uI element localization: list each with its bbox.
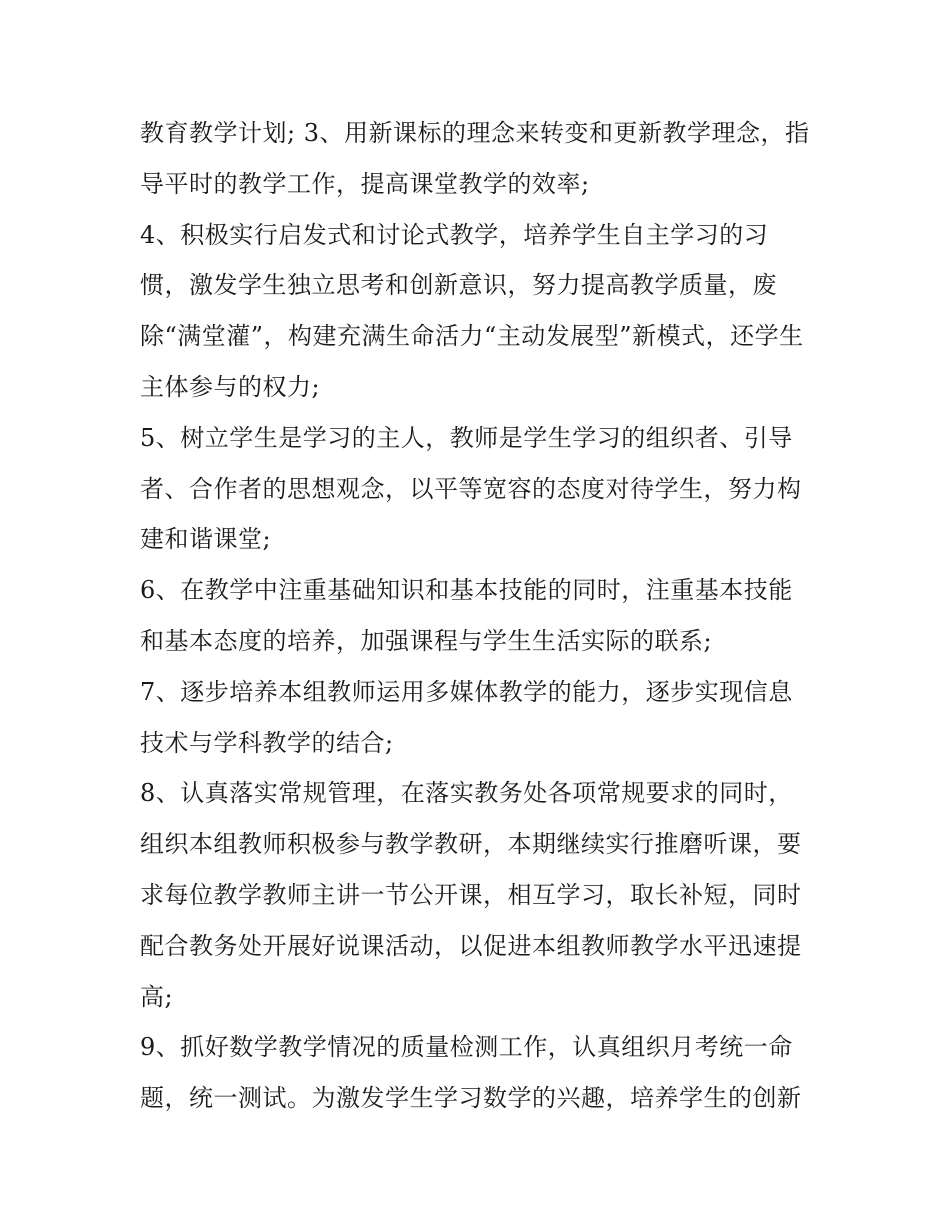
- text-line: 除“满堂灌”，构建充满生命活力“主动发展型”新模式，还学生: [140, 322, 804, 351]
- text-line: 惯，激发学生独立思考和创新意识，努力提高教学质量，废: [140, 271, 777, 300]
- text-line: 求每位教学教师主讲一节公开课，相互学习，取长补短，同时: [140, 880, 802, 909]
- text-line: 导平时的教学工作，提高课堂教学的效率;: [140, 169, 590, 198]
- text-line: 组织本组教师积极参与教学教研，本期继续实行推磨听课，要: [140, 830, 802, 859]
- text-line: 9、抓好数学教学情况的质量检测工作，认真组织月考统一命: [140, 1033, 793, 1062]
- text-line: 主体参与的权力;: [140, 372, 321, 401]
- text-line: 题，统一测试。为激发学生学习数学的兴趣，培养学生的创新: [140, 1084, 802, 1113]
- text-line: 建和谐课堂;: [140, 525, 272, 554]
- text-line: 高;: [140, 982, 174, 1011]
- text-line: 5、树立学生是学习的主人，教师是学生学习的组织者、引导: [140, 423, 793, 452]
- document-body: [140, 108, 820, 1124]
- text-line: 教育教学计划; 3、用新课标的理念来转变和更新教学理念，指: [140, 119, 810, 147]
- text-line: 和基本态度的培养，加强课程与学生生活实际的联系;: [140, 626, 713, 655]
- text-line: 7、逐步培养本组教师运用多媒体教学的能力，逐步实现信息: [140, 677, 793, 706]
- text-line: 4、积极实行启发式和讨论式教学，培养学生自主学习的习: [140, 220, 769, 249]
- text-line: 者、合作者的思想观念，以平等宽容的态度对待学生，努力构: [140, 474, 802, 503]
- text-line: 8、认真落实常规管理，在落实教务处各项常规要求的同时，: [140, 779, 793, 808]
- text-line: 技术与学科教学的结合;: [140, 728, 394, 757]
- text-line: 配合教务处开展好说课活动，以促进本组教师教学水平迅速提: [140, 931, 802, 960]
- text-line: 6、在教学中注重基础知识和基本技能的同时，注重基本技能: [140, 576, 793, 605]
